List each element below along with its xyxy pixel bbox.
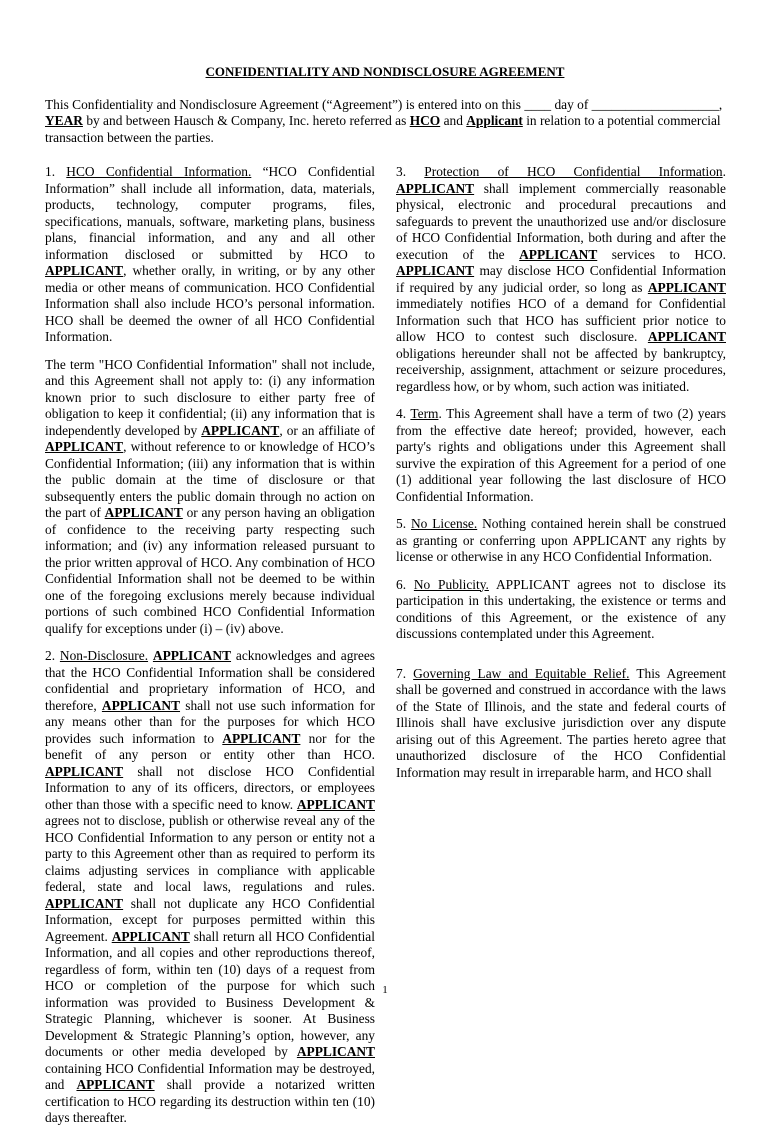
hco-term: HCO <box>409 113 441 129</box>
applicant-term: APPLICANT <box>45 895 124 911</box>
applicant-term: APPLICANT <box>647 329 726 344</box>
section-heading: No Publicity. <box>413 576 489 592</box>
applicant-term: APPLICANT <box>396 263 475 278</box>
section-heading: Term <box>410 406 439 421</box>
section-3: 3. Protection of HCO Confidential Information. APPLICANT shall implement commercially reasonable physical, electronic and procedural precautions and safeguards to prevent the unauthorized use and/or disclosure of HCO Confidential Information, both during and after the execution of the APPLICANT services to HCO. APPLICANT may disclose HCO Confidential Information if required by any judicial order, so long as APPLICANT immediately notifies HCO of a demand for Confidential Information such that HCO has sufficient prior notice to allow HCO to contest such disclosure. APPLICANT obligations hereunder shall not be affected by bankruptcy, receivership, assignment, attachment or seizure procedures, regardless how, or by whom, such action was initiated. <box>396 164 726 394</box>
applicant-term: APPLICANT <box>222 730 301 746</box>
applicant-term: APPLICANT <box>104 505 183 520</box>
section-5: 5. No License. Nothing contained herein shall be construed as granting or conferring upon APPLICANT any rights by license or otherwise in any HCO Confidential Information. <box>396 516 726 564</box>
applicant-term: APPLICANT <box>45 439 124 454</box>
section-heading: Protection of HCO Confidential Information <box>424 164 723 179</box>
section-heading: Non-Disclosure. <box>59 648 149 663</box>
applicant-term: Applicant <box>466 113 523 129</box>
applicant-term: APPLICANT <box>152 648 232 663</box>
applicant-term: APPLICANT <box>101 697 181 713</box>
applicant-term: APPLICANT <box>45 263 124 278</box>
applicant-term: APPLICANT <box>296 1044 375 1059</box>
intro-paragraph <box>45 97 725 146</box>
applicant-term: APPLICANT <box>201 422 280 438</box>
applicant-term: APPLICANT <box>45 763 124 779</box>
applicant-term: APPLICANT <box>647 279 726 295</box>
applicant-term: APPLICANT <box>519 246 598 262</box>
document-title: CONFIDENTIALITY AND NONDISCLOSURE AGREEMENT <box>205 64 565 79</box>
section-heading: Governing Law and Equitable Relief. <box>413 665 630 681</box>
right-column <box>396 164 726 792</box>
section-6: 6. No Publicity. APPLICANT agrees not to disclose its participation in this undertaking, the existence or terms and conditions of this Agreement, or the existence of any discussions contemplated under this Agreement. <box>396 576 726 641</box>
intro-text: and <box>443 113 463 129</box>
intro-text: in relation to a potential commercial transaction between the parties. <box>45 113 721 145</box>
applicant-term: APPLICANT <box>111 928 190 944</box>
section-heading: HCO Confidential Information. <box>66 164 252 179</box>
intro-text: by and between Hausch & Company, Inc. hereto referred as <box>86 113 407 129</box>
section-1-exclusions: The term "HCO Confidential Information" shall not include, and this Agreement shall not apply to: (i) any information known prior to such disclosure to either party free of obligation to keep it confidential; (ii) any information that is independently developed by APPLICANT, or an affiliate of APPLICANT, without reference to or knowledge of HCO’s Confidential Information; (iii) any information that is within the public domain at the time of disclosure or that subsequently enters the public domain through no action on the part of APPLICANT or any person having an obligation of confidence to the receiving party respecting such information; and (iv) any information released pursuant to the prior written approval of HCO. Any combination of HCO Confidential Information shall not be deemed to be within one of the foregoing exclusions merely because individual portions of such combined HCO Confidential Information qualify for exceptions under (i) – (iv) above. <box>45 356 375 636</box>
section-2: 2. Non-Disclosure. APPLICANT acknowledges and agrees that the HCO Confidential Information shall be considered confidential and proprietary information of HCO, and therefore, APPLICANT shall not use such information for any means other than for the purposes for which HCO provides such information to APPLICANT nor for the benefit of any person or entity other than HCO. APPLICANT shall not disclose HCO Confidential Information to any of its officers, directors, or employees other than those with a specific need to know. APPLICANT agrees not to disclose, publish or otherwise reveal any of the HCO Confidential Information to any person or entity not a party to this Agreement other than as required to perform its claims adjusting services in compliance with applicable federal, state and local laws, regulations and rules. APPLICANT shall not duplicate any HCO Confidential Information, except for purposes permitted within this Agreement. APPLICANT shall return all HCO Confidential Information, and all copies and other reproductions thereof, regardless of form, within ten (10) days of a request from HCO or completion of the purpose for which such information was provided to Business Development & Strategic Planning, whichever is sooner. At Business Development & Strategic Planning’s option, however, any documents or other media developed by APPLICANT containing HCO Confidential Information may be destroyed, and APPLICANT shall provide a notarized written certification to HCO regarding its destruction within ten (10) days thereafter. <box>45 648 375 1125</box>
intro-text: This Confidentiality and Nondisclosure Agreement (“Agreement”) is entered into on this ____ day of <box>45 97 589 112</box>
date-blank: ___________________, <box>591 97 723 112</box>
section-heading: No License. <box>410 516 478 531</box>
applicant-term: APPLICANT <box>296 796 375 812</box>
applicant-term: APPLICANT <box>76 1077 155 1092</box>
section-4: 4. Term. This Agreement shall have a term of two (2) years from the effective date hereof; provided, however, each party's rights and obligations under this Agreement shall survive the expiration of this Agreement for a period of one (1) additional year following the last disclosure of HCO Confidential Information. <box>396 406 727 504</box>
spacer <box>396 654 726 666</box>
page-number: 1 <box>382 984 388 996</box>
section-7: 7. Governing Law and Equitable Relief. This Agreement shall be governed and construed in accordance with the laws of the State of Illinois, and the state and federal courts of Illinois shall have exclusive jurisdiction over any dispute arising out of this Agreement. The parties hereto agree that unauthorized disclosure of the HCO Confidential Information may result in irreparable harm, and HCO shall <box>396 665 727 780</box>
year-field: YEAR <box>45 113 83 129</box>
section-1: 1. HCO Confidential Information. “HCO Confidential Information” shall include all information, data, materials, products, technology, computer programs, files, specifications, manuals, software, marketing plans, business plans, financial information, and any and all other information disclosed or submitted by HCO to APPLICANT, whether orally, in writing, or by any other media or other means of communication. HCO Confidential Information shall also include HCO’s personal information. HCO shall be deemed the owner of all HCO Confidential Information. <box>45 164 375 344</box>
applicant-term: APPLICANT <box>396 180 475 196</box>
